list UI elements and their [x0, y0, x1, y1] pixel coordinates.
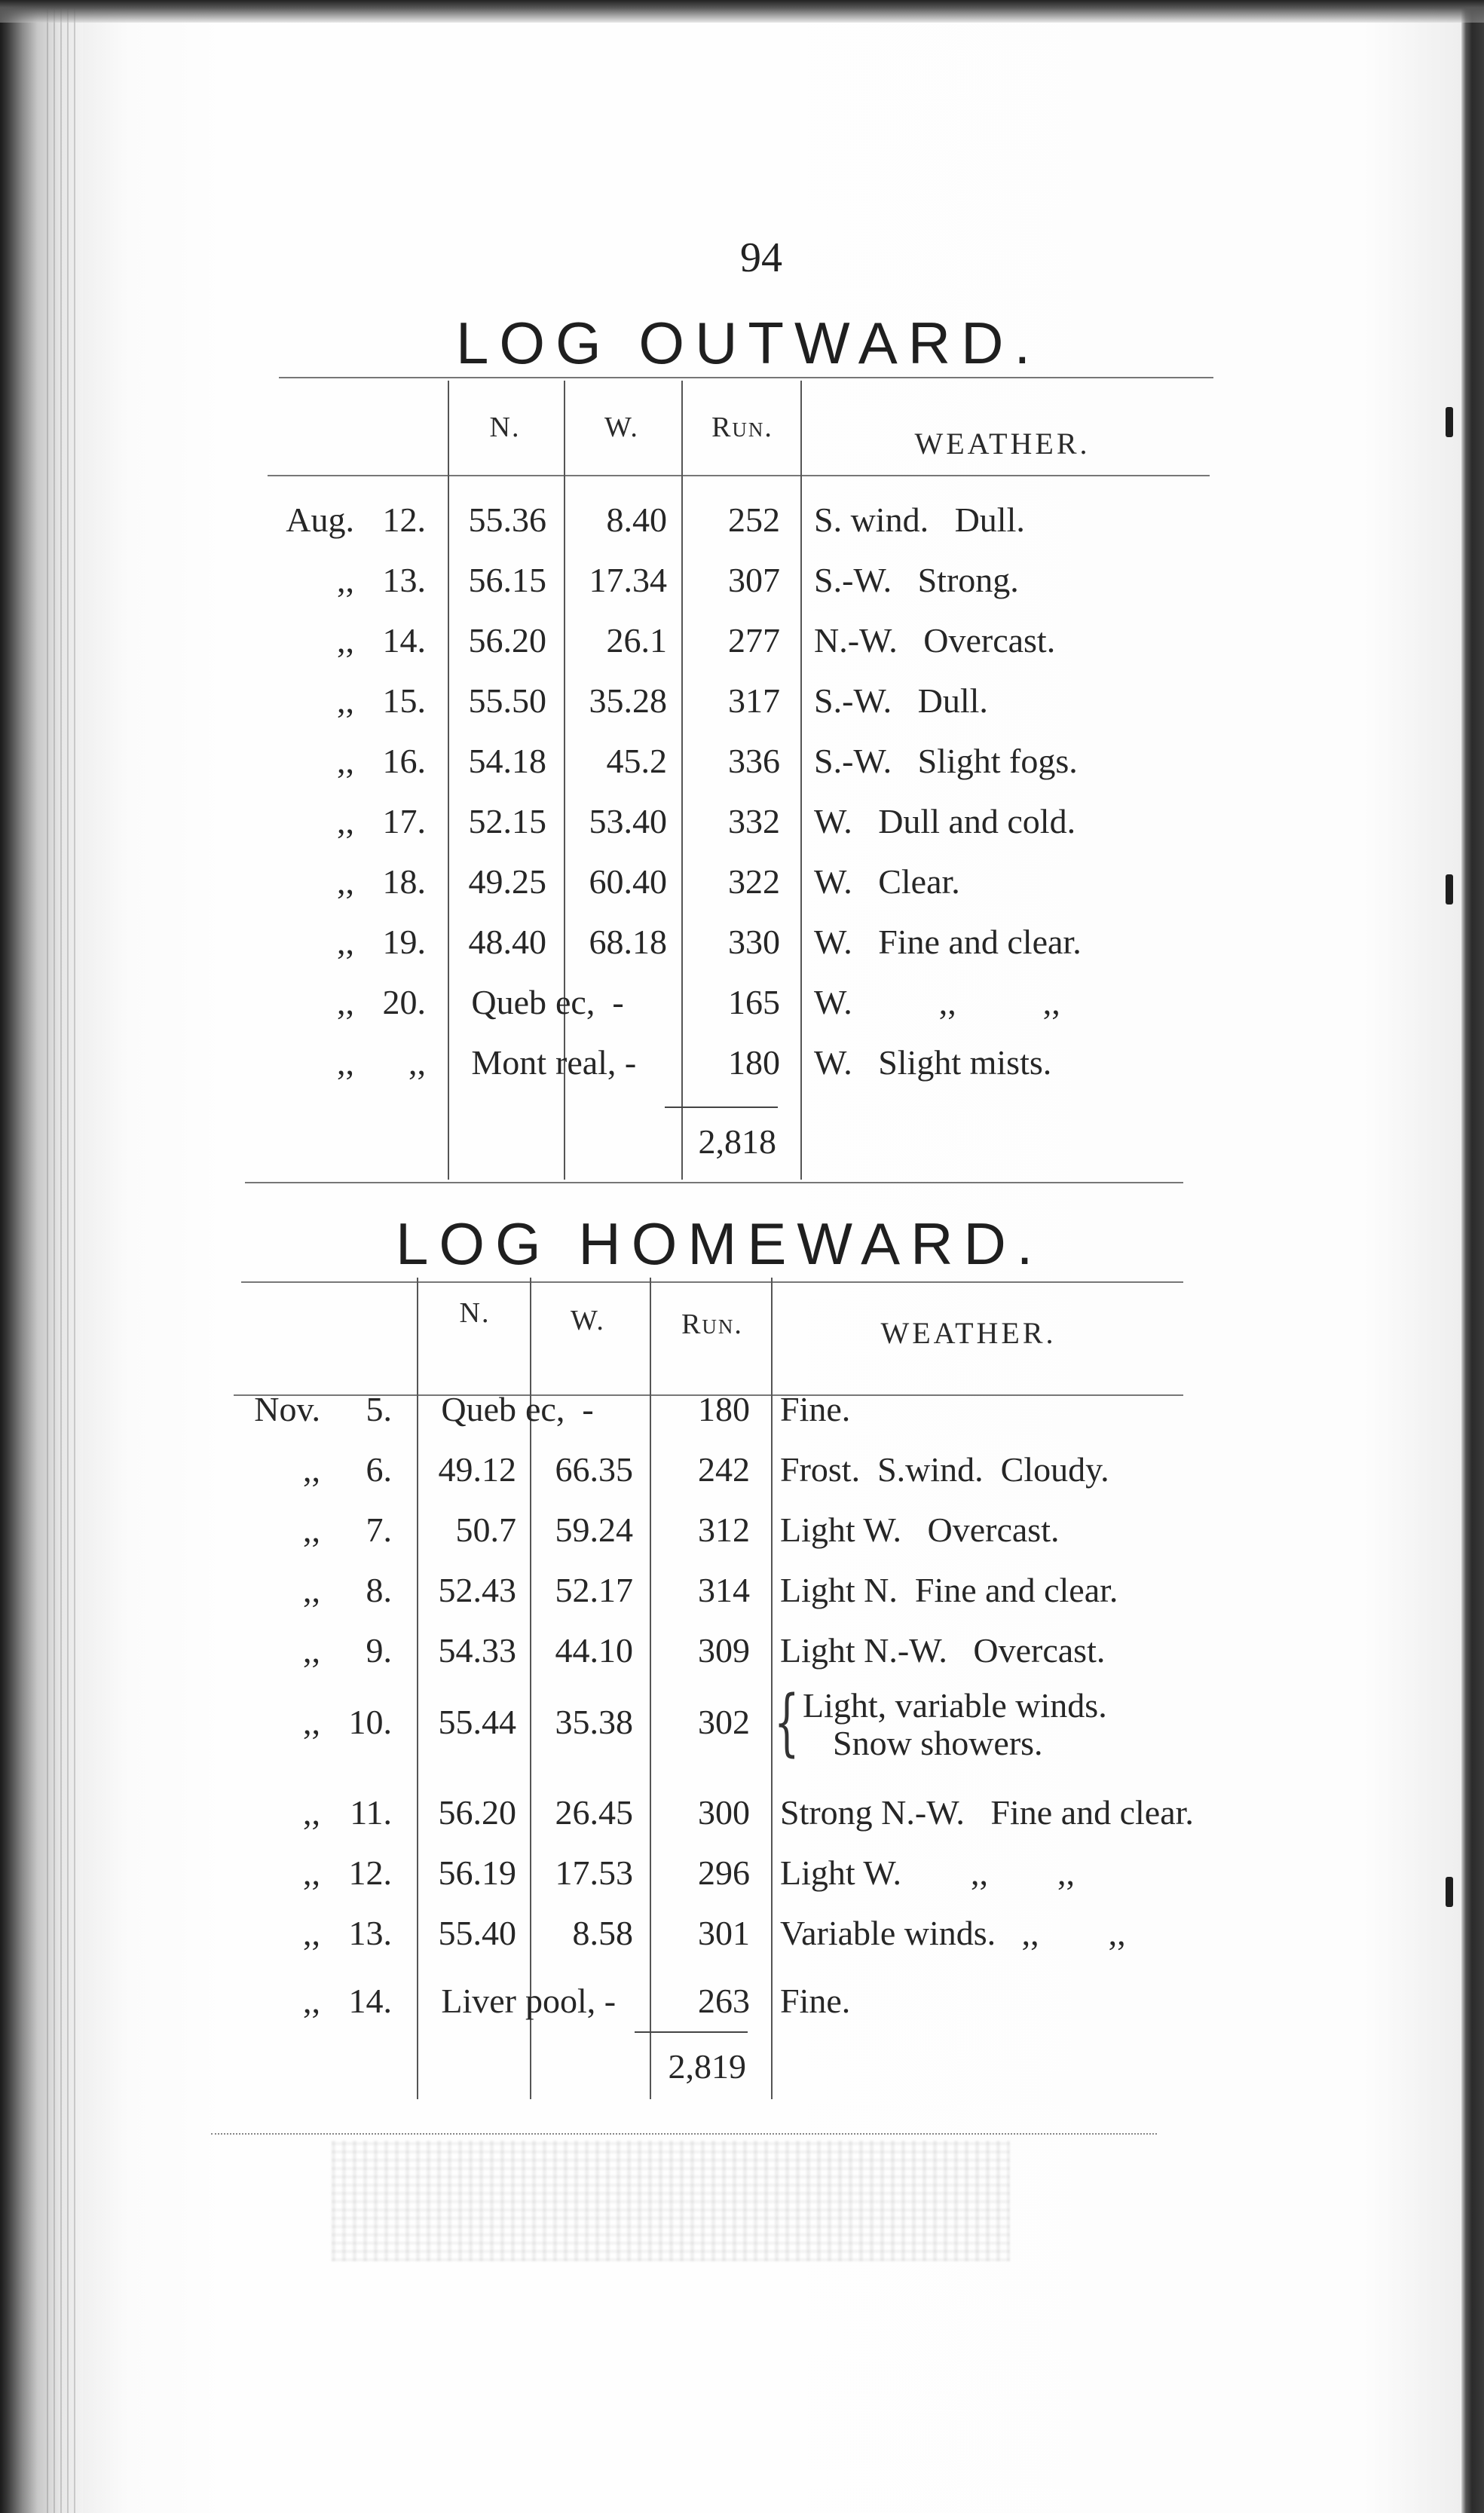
homeward-row-n: Liver — [441, 1982, 516, 2020]
outward-row-weather: W. Slight mists. — [814, 1043, 1052, 1082]
homeward-row-run: 296 — [698, 1853, 750, 1892]
homeward-row-run: 300 — [698, 1793, 750, 1832]
homeward-row-weather-continued: Snow showers. — [833, 1724, 1043, 1762]
homeward-row-weather: Frost. S.wind. Cloudy. — [780, 1450, 1109, 1489]
homeward-row-brace-icon: { — [774, 1680, 800, 1765]
outward-row-day: 12. — [382, 500, 426, 539]
homeward-header-n: N. — [459, 1297, 491, 1329]
outward-row-run: 252 — [728, 500, 780, 539]
outward-row-run: 165 — [728, 983, 780, 1021]
outward-row-run: 322 — [728, 862, 780, 901]
outward-row-n: 48.40 — [468, 923, 546, 961]
homeward-header-run: Run. — [681, 1309, 743, 1340]
homeward-total-rule — [635, 2031, 748, 2033]
outward-top-rule — [279, 377, 1213, 378]
outward-row-run: 336 — [728, 742, 780, 780]
outward-row-day: 14. — [382, 621, 426, 660]
outward-row-month: ,, — [337, 802, 354, 840]
outward-row-w: real, - — [555, 1043, 637, 1082]
homeward-row-month: ,, — [303, 1571, 320, 1609]
outward-row-run: 277 — [728, 621, 780, 660]
homeward-row-n: 56.20 — [438, 1793, 516, 1832]
homeward-top-rule — [241, 1281, 1183, 1283]
outward-row-run: 307 — [728, 561, 780, 599]
outward-row-month: ,, — [337, 621, 354, 660]
outward-row-run: 317 — [728, 681, 780, 720]
homeward-row-w: pool, - — [525, 1982, 617, 2020]
homeward-row-month: ,, — [303, 1793, 320, 1832]
homeward-row-w: 52.17 — [555, 1571, 633, 1609]
outward-row-n: 55.36 — [468, 500, 546, 539]
right-page-edge — [1461, 0, 1484, 2513]
homeward-row-n: 50.7 — [455, 1511, 516, 1549]
homeward-row-month: ,, — [303, 1703, 320, 1741]
homeward-row-run: 242 — [698, 1450, 750, 1489]
outward-row-w: 45.2 — [606, 742, 667, 780]
outward-total-rule — [665, 1107, 778, 1108]
homeward-row-weather: Variable winds. ,, ,, — [780, 1914, 1126, 1952]
outward-row-run: 332 — [728, 802, 780, 840]
outward-row-n: 54.18 — [468, 742, 546, 780]
book-binding-edge — [0, 0, 90, 2513]
homeward-row-weather: Fine. — [780, 1982, 851, 2020]
homeward-row-month: ,, — [303, 1914, 320, 1952]
outward-row-n: 55.50 — [468, 681, 546, 720]
outward-row-day: 15. — [382, 681, 426, 720]
homeward-bottom-rule — [211, 2133, 1157, 2135]
homeward-row-run: 309 — [698, 1631, 750, 1670]
outward-row-n: 56.15 — [468, 561, 546, 599]
outward-row-n: 52.15 — [468, 802, 546, 840]
outward-row-month: ,, — [337, 983, 354, 1021]
homeward-row-day: 10. — [348, 1703, 392, 1741]
outward-row-weather: W. Dull and cold. — [814, 802, 1076, 840]
outward-row-day: 17. — [382, 802, 426, 840]
edge-mark — [1446, 874, 1453, 904]
homeward-row-w: 66.35 — [555, 1450, 633, 1489]
homeward-total-run: 2,819 — [668, 2047, 746, 2086]
outward-row-day: 13. — [382, 561, 426, 599]
outward-header-w: W. — [604, 412, 639, 443]
outward-header-n: N. — [489, 412, 521, 443]
homeward-row-run: 302 — [698, 1703, 750, 1741]
homeward-header-weather: WEATHER. — [880, 1316, 1057, 1350]
homeward-row-weather: Light W. Overcast. — [780, 1511, 1060, 1549]
page-stack-lines — [47, 0, 77, 2513]
outward-row-month: ,, — [337, 561, 354, 599]
outward-row-day: 19. — [382, 923, 426, 961]
homeward-row-month: ,, — [303, 1853, 320, 1892]
homeward-row-run: 263 — [698, 1982, 750, 2020]
outward-row-weather: N.-W. Overcast. — [814, 621, 1056, 660]
homeward-row-month: ,, — [303, 1631, 320, 1670]
outward-row-month: Aug. — [286, 500, 354, 539]
outward-row-weather: W. Clear. — [814, 862, 960, 901]
homeward-row-w: 35.38 — [555, 1703, 633, 1741]
homeward-row-weather: Strong N.-W. Fine and clear. — [780, 1793, 1194, 1832]
homeward-row-weather: Fine. — [780, 1390, 851, 1428]
homeward-row-weather: Light N.-W. Overcast. — [780, 1631, 1106, 1670]
outward-row-w: 8.40 — [606, 500, 667, 539]
homeward-row-day: 12. — [348, 1853, 392, 1892]
homeward-row-day: 7. — [366, 1511, 392, 1549]
homeward-row-n: 56.19 — [438, 1853, 516, 1892]
outward-row-month: ,, — [337, 1043, 354, 1082]
homeward-row-day: 6. — [366, 1450, 392, 1489]
outward-row-weather: S.-W. Dull. — [814, 681, 988, 720]
homeward-row-weather: Light, variable winds. — [803, 1686, 1107, 1725]
outward-total-run: 2,818 — [698, 1122, 776, 1161]
homeward-row-run: 314 — [698, 1571, 750, 1609]
outward-row-day: 20. — [382, 983, 426, 1021]
homeward-row-day: 9. — [366, 1631, 392, 1670]
homeward-col-divider — [771, 1278, 773, 2099]
outward-row-n: 56.20 — [468, 621, 546, 660]
homeward-row-run: 312 — [698, 1511, 750, 1549]
outward-row-w: 17.34 — [589, 561, 667, 599]
outward-row-weather: W. Fine and clear. — [814, 923, 1082, 961]
homeward-row-run: 180 — [698, 1390, 750, 1428]
homeward-row-w: 26.45 — [555, 1793, 633, 1832]
page-number: 94 — [740, 234, 782, 281]
outward-row-month: ,, — [337, 862, 354, 901]
homeward-row-day: 5. — [366, 1390, 392, 1428]
homeward-row-day: 11. — [350, 1793, 392, 1832]
show-through-bleed — [332, 2141, 1010, 2261]
outward-row-month: ,, — [337, 681, 354, 720]
outward-row-run: 330 — [728, 923, 780, 961]
outward-row-month: ,, — [337, 923, 354, 961]
outward-row-run: 180 — [728, 1043, 780, 1082]
homeward-row-w: 8.58 — [572, 1914, 633, 1952]
homeward-row-weather: Light W. ,, ,, — [780, 1853, 1076, 1892]
outward-row-n: Queb — [471, 983, 546, 1021]
outward-row-w: 35.28 — [589, 681, 667, 720]
homeward-title: LOG HOMEWARD. — [396, 1211, 1044, 1277]
outward-row-day: ,, — [408, 1043, 426, 1082]
homeward-row-day: 13. — [348, 1914, 392, 1952]
edge-mark — [1446, 1877, 1453, 1907]
top-page-edge — [0, 0, 1484, 23]
outward-header-weather: WEATHER. — [914, 427, 1091, 461]
homeward-row-w: 59.24 — [555, 1511, 633, 1549]
outward-bottom-rule — [245, 1182, 1183, 1183]
outward-title: LOG OUTWARD. — [456, 310, 1042, 376]
outward-row-w: 60.40 — [589, 862, 667, 901]
homeward-row-month: ,, — [303, 1982, 320, 2020]
homeward-row-month: ,, — [303, 1511, 320, 1549]
homeward-row-w: 17.53 — [555, 1853, 633, 1892]
homeward-row-n: Queb — [441, 1390, 516, 1428]
outward-row-w: 68.18 — [589, 923, 667, 961]
outward-col-divider — [800, 381, 802, 1180]
homeward-row-n: 52.43 — [438, 1571, 516, 1609]
homeward-row-n: 55.40 — [438, 1914, 516, 1952]
homeward-header-w: W. — [571, 1305, 605, 1336]
homeward-row-weather: Light N. Fine and clear. — [780, 1571, 1118, 1609]
outward-row-day: 18. — [382, 862, 426, 901]
homeward-row-n: 55.44 — [438, 1703, 516, 1741]
homeward-row-w: 44.10 — [555, 1631, 633, 1670]
homeward-row-month: ,, — [303, 1450, 320, 1489]
edge-mark — [1446, 407, 1453, 437]
outward-header-rule — [268, 475, 1210, 476]
homeward-row-day: 8. — [366, 1571, 392, 1609]
homeward-row-day: 14. — [348, 1982, 392, 2020]
outward-row-weather: S.-W. Slight fogs. — [814, 742, 1078, 780]
outward-row-weather: S.-W. Strong. — [814, 561, 1019, 599]
outward-row-weather: S. wind. Dull. — [814, 500, 1025, 539]
outward-row-day: 16. — [382, 742, 426, 780]
outward-row-n: 49.25 — [468, 862, 546, 901]
outward-row-w: ec, - — [555, 983, 624, 1021]
homeward-row-month: Nov. — [254, 1390, 320, 1428]
outward-row-w: 53.40 — [589, 802, 667, 840]
homeward-row-w: ec, - — [525, 1390, 594, 1428]
homeward-row-n: 54.33 — [438, 1631, 516, 1670]
outward-header-run: Run. — [711, 412, 773, 443]
outward-row-weather: W. ,, ,, — [814, 983, 1060, 1021]
outward-row-month: ,, — [337, 742, 354, 780]
outward-row-w: 26.1 — [606, 621, 667, 660]
homeward-row-n: 49.12 — [438, 1450, 516, 1489]
outward-row-n: Mont — [471, 1043, 546, 1082]
homeward-row-run: 301 — [698, 1914, 750, 1952]
